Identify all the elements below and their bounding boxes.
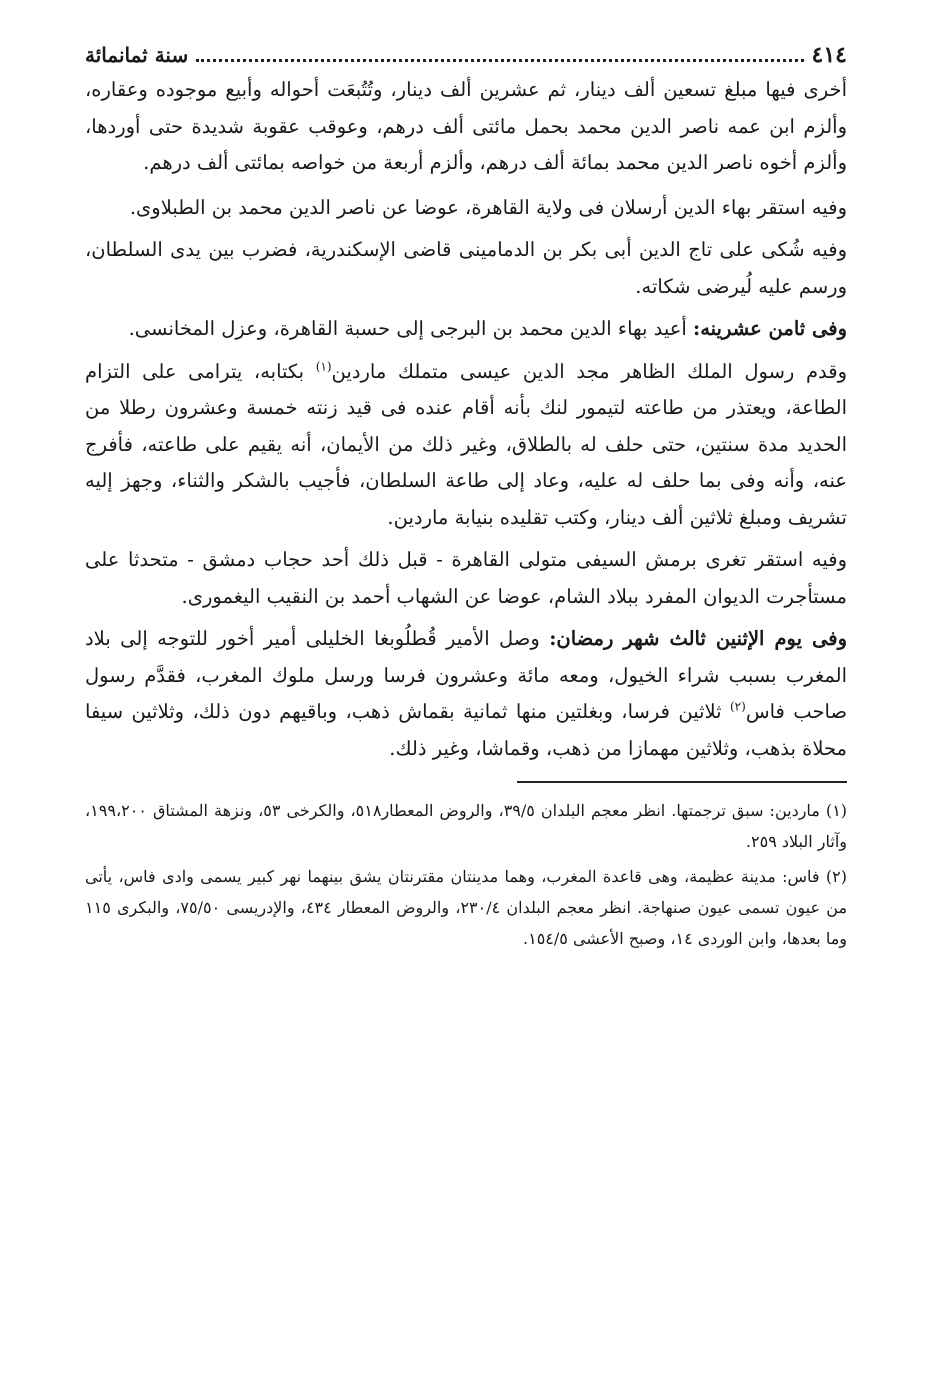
paragraph-text: بكتابه، يترامى على التزام الطاعة، ويعتذر من طاعته لتيمور لنك بأنه أقام عنده فى قيد زنته خمسة وعشرون رطلا من الحديد مدة سنتين، حتى حلف له بالطلاق، وغير ذلك من الأيمان، أنه يقيم على طاعته، فأفرج عنه، وأنه وفى بما حلف له عليه، وعاد إلى طاعة السلطان، فأجيب بالشكر والثناء، وجهز إليه تشريف ومبلغ ثلاثين ألف دينار، وكتب تقليده بنيابة ماردين. bbox=[85, 359, 847, 529]
paragraph bbox=[85, 72, 847, 182]
paragraph-text: ثلاثين فرسا، وبغلتين منها ثمانية بقماش ذهب، وباقيهم دون ذلك، وثلاثين سيفا محلاة بذهب، وثلاثين مهمازا من ذهب، وقماشا، وغير ذلك. bbox=[85, 700, 847, 760]
paragraph-text: أعيد بهاء الدين محمد بن البرجى إلى حسبة القاهرة، وعزل المخانسى. bbox=[128, 317, 694, 340]
footnotes bbox=[85, 795, 847, 954]
paragraph bbox=[85, 542, 847, 615]
paragraph-lead: وفى ثامن عشرينه: bbox=[693, 317, 847, 340]
footnote: (٢) فاس: مدينة عظيمة، وهى قاعدة المغرب، وهما مدينتان مقترنتان يشق بينهما نهر كبير يسمى وادى فاس، يأتى من عيون تسمى عيون صنهاجة. انظر معجم البلدان ٢٣٠/٤، والروض المعطار ٤٣٤، والإدريسى ٧٥/٥٠، والبكرى ١١٥ وما بعدها، وابن الوردى ١٤، وصبح الأعشى ١٥٤/٥. bbox=[85, 867, 848, 948]
paragraph-text-before: وصل الأمير قُطلُوبغا الخليلى أمير أخور للتوجه إلى بلاد المغرب بسبب شراء الخيول، ومعه مائة وعشرون فرسا ورسل ملوك المغرب، فقدَّم رسول صاحب فاس bbox=[85, 627, 847, 723]
paragraph bbox=[85, 354, 847, 537]
footnote-ref[interactable]: (١) bbox=[315, 359, 332, 373]
running-title: سنة ثمانمائة bbox=[85, 43, 189, 67]
paragraph-text-before: وقدم رسول الملك الظاهر مجد الدين عيسى متملك ماردين bbox=[331, 359, 847, 383]
main-text bbox=[85, 72, 847, 767]
paragraph bbox=[85, 190, 847, 227]
paragraph bbox=[85, 311, 847, 348]
paragraph-text: وفيه استقر تغرى برمش السيفى متولى القاهرة - قبل ذلك أحد حجاب دمشق - متحدثا على مستأجرت الديوان المفرد ببلاد الشام، عوضا عن الشهاب أحمد بن النقيب اليغمورى. bbox=[85, 548, 847, 608]
footnote: (١) ماردين: سبق ترجمتها. انظر معجم البلدان ٣٩/٥، والروض المعطار٥١٨، والكرخى ٥٣، ونزهة المشتاق ١٩٩،٢٠٠، وآثار البلاد ٢٥٩. bbox=[85, 801, 848, 851]
page-number: ٤١٤ bbox=[811, 42, 847, 68]
paragraph bbox=[85, 621, 847, 767]
page-header bbox=[85, 38, 847, 72]
header-dotted-leader bbox=[196, 59, 803, 62]
paragraph-lead: وفى يوم الإثنين ثالث شهر رمضان: bbox=[549, 627, 848, 650]
paragraph-text: وفيه شُكى على تاج الدين أبى بكر بن الدمامينى قاضى الإسكندرية، فضرب بين يدى السلطان، ورسم عليه لُيرضى شكاته. bbox=[85, 238, 847, 298]
paragraph-text: وفيه استقر بهاء الدين أرسلان فى ولاية القاهرة، عوضا عن ناصر الدين محمد بن الطبلاوى. bbox=[129, 195, 847, 219]
book-page bbox=[85, 38, 847, 958]
paragraph-text: أخرى فيها مبلغ تسعين ألف دينار، ثم عشرين ألف دينار، وتُتُبعَت أحواله وأبيع موجوده وعقاره، وألزم ابن عمه ناصر الدين محمد بحمل مائتى ألف درهم، وعوقب عقوبة شديدة حتى أوردها، وألزم أخوه ناصر الدين محمد بمائة ألف درهم، وألزم أربعة من خواصه بمائتى ألف درهم. bbox=[85, 78, 847, 174]
paragraph bbox=[85, 232, 847, 305]
footnote-divider bbox=[517, 781, 847, 783]
footnote-ref[interactable]: (٢) bbox=[729, 699, 746, 714]
